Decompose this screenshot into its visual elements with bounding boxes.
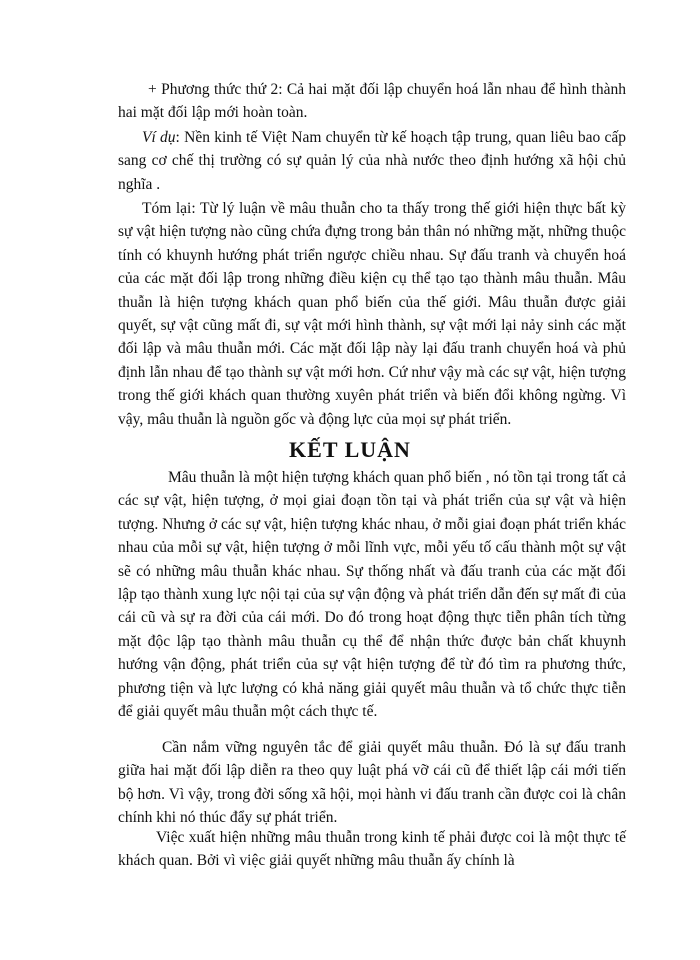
section-heading-conclusion: KẾT LUẬN <box>289 437 411 462</box>
paragraph-method-two: + Phương thức thứ 2: Cả hai mặt đối lập chuyển hoá lẫn nhau để hình thành hai mặt đối lập mới hoàn toàn. <box>118 81 626 122</box>
paragraph-economics: Việc xuất hiện những mâu thuẫn trong kinh tế phải được coi là một thực tế khách quan. Bởi vì việc giải quyết những mâu thuẫn ấy chính là <box>118 829 626 870</box>
example-text: : Nền kinh tế Việt Nam chuyển từ kế hoạch tập trung, quan liêu bao cấp sang cơ chế thị trường có sự quản lý của nhà nước theo định hướng xã hội chủ nghĩa . <box>118 129 626 193</box>
paragraph-example <box>118 126 626 196</box>
paragraph-summary: Tóm lại: Từ lý luận về mâu thuẫn cho ta thấy trong thế giới hiện thực bất kỳ sự vật hiện tượng nào cũng chứa đựng trong bản thân nó những mặt, những thuộc tính có khuynh hướng phát triển ngược chiều nhau. Sự đấu tranh và chuyển hoá của các mặt đối lập trong những điều kiện cụ thể tạo tạo thành mâu thuẫn. Mâu thuẫn là hiện tượng khách quan phổ biến của thế giới. Mâu thuẫn được giải quyết, sự vật cũng mất đi, sự vật mới hình thành, sự vật mới lại nảy sinh các mặt đối lập và mâu thuẫn mới. Các mặt đối lập này lại đấu tranh chuyển hoá và phủ định lẫn nhau để tạo thành sự vật mới hơn. Cứ như vậy mà các sự vật, hiện tượng trong thế giới khách quan thường xuyên phát triển và biến đổi không ngừng. Vì vậy, mâu thuẫn là nguồn gốc và động lực của mọi sự phát triển. <box>118 200 626 428</box>
paragraph-conclusion-main: Mâu thuẫn là một hiện tượng khách quan phổ biến , nó tồn tại trong tất cả các sự vật, hiện tượng, ở mọi giai đoạn tồn tại và phát triển của sự vật và hiện tượng. Nhưng ở các sự vật, hiện tượng khác nhau, ở mỗi giai đoạn phát triển khác nhau của mỗi sự vật, hiện tượng ở mỗi lĩnh vực, mỗi yếu tố cấu thành một sự vật sẽ có những mâu thuẫn khác nhau. Sự thống nhất và đấu tranh của các mặt đối lập tạo thành xung lực nội tại của sự vận động và phát triển dẫn đến sự mất đi của cái cũ và sự ra đời của cái mới. Do đó trong hoạt động thực tiễn phân tích từng mặt độc lập tạo thành mâu thuẫn cụ thể để nhận thức được bản chất khuynh hướng vận động, phát triển của sự vật hiện tượng để từ đó tìm ra phương thức, phương tiện và lực lượng có khả năng giải quyết mâu thuẫn và tổ chức thực tiễn để giải quyết mâu thuẫn một cách thực tế. <box>118 469 626 721</box>
paragraph-principles: Cần nắm vững nguyên tắc để giải quyết mâu thuẫn. Đó là sự đấu tranh giữa hai mặt đối lập diễn ra theo quy luật phá vỡ cái cũ để thiết lập cái mới tiến bộ hơn. Vì vậy, trong đời sống xã hội, mọi hành vi đấu tranh cần được coi là chân chính khi nó thúc đẩy sự phát triển. <box>118 739 626 827</box>
example-label: Ví dụ <box>142 129 176 146</box>
